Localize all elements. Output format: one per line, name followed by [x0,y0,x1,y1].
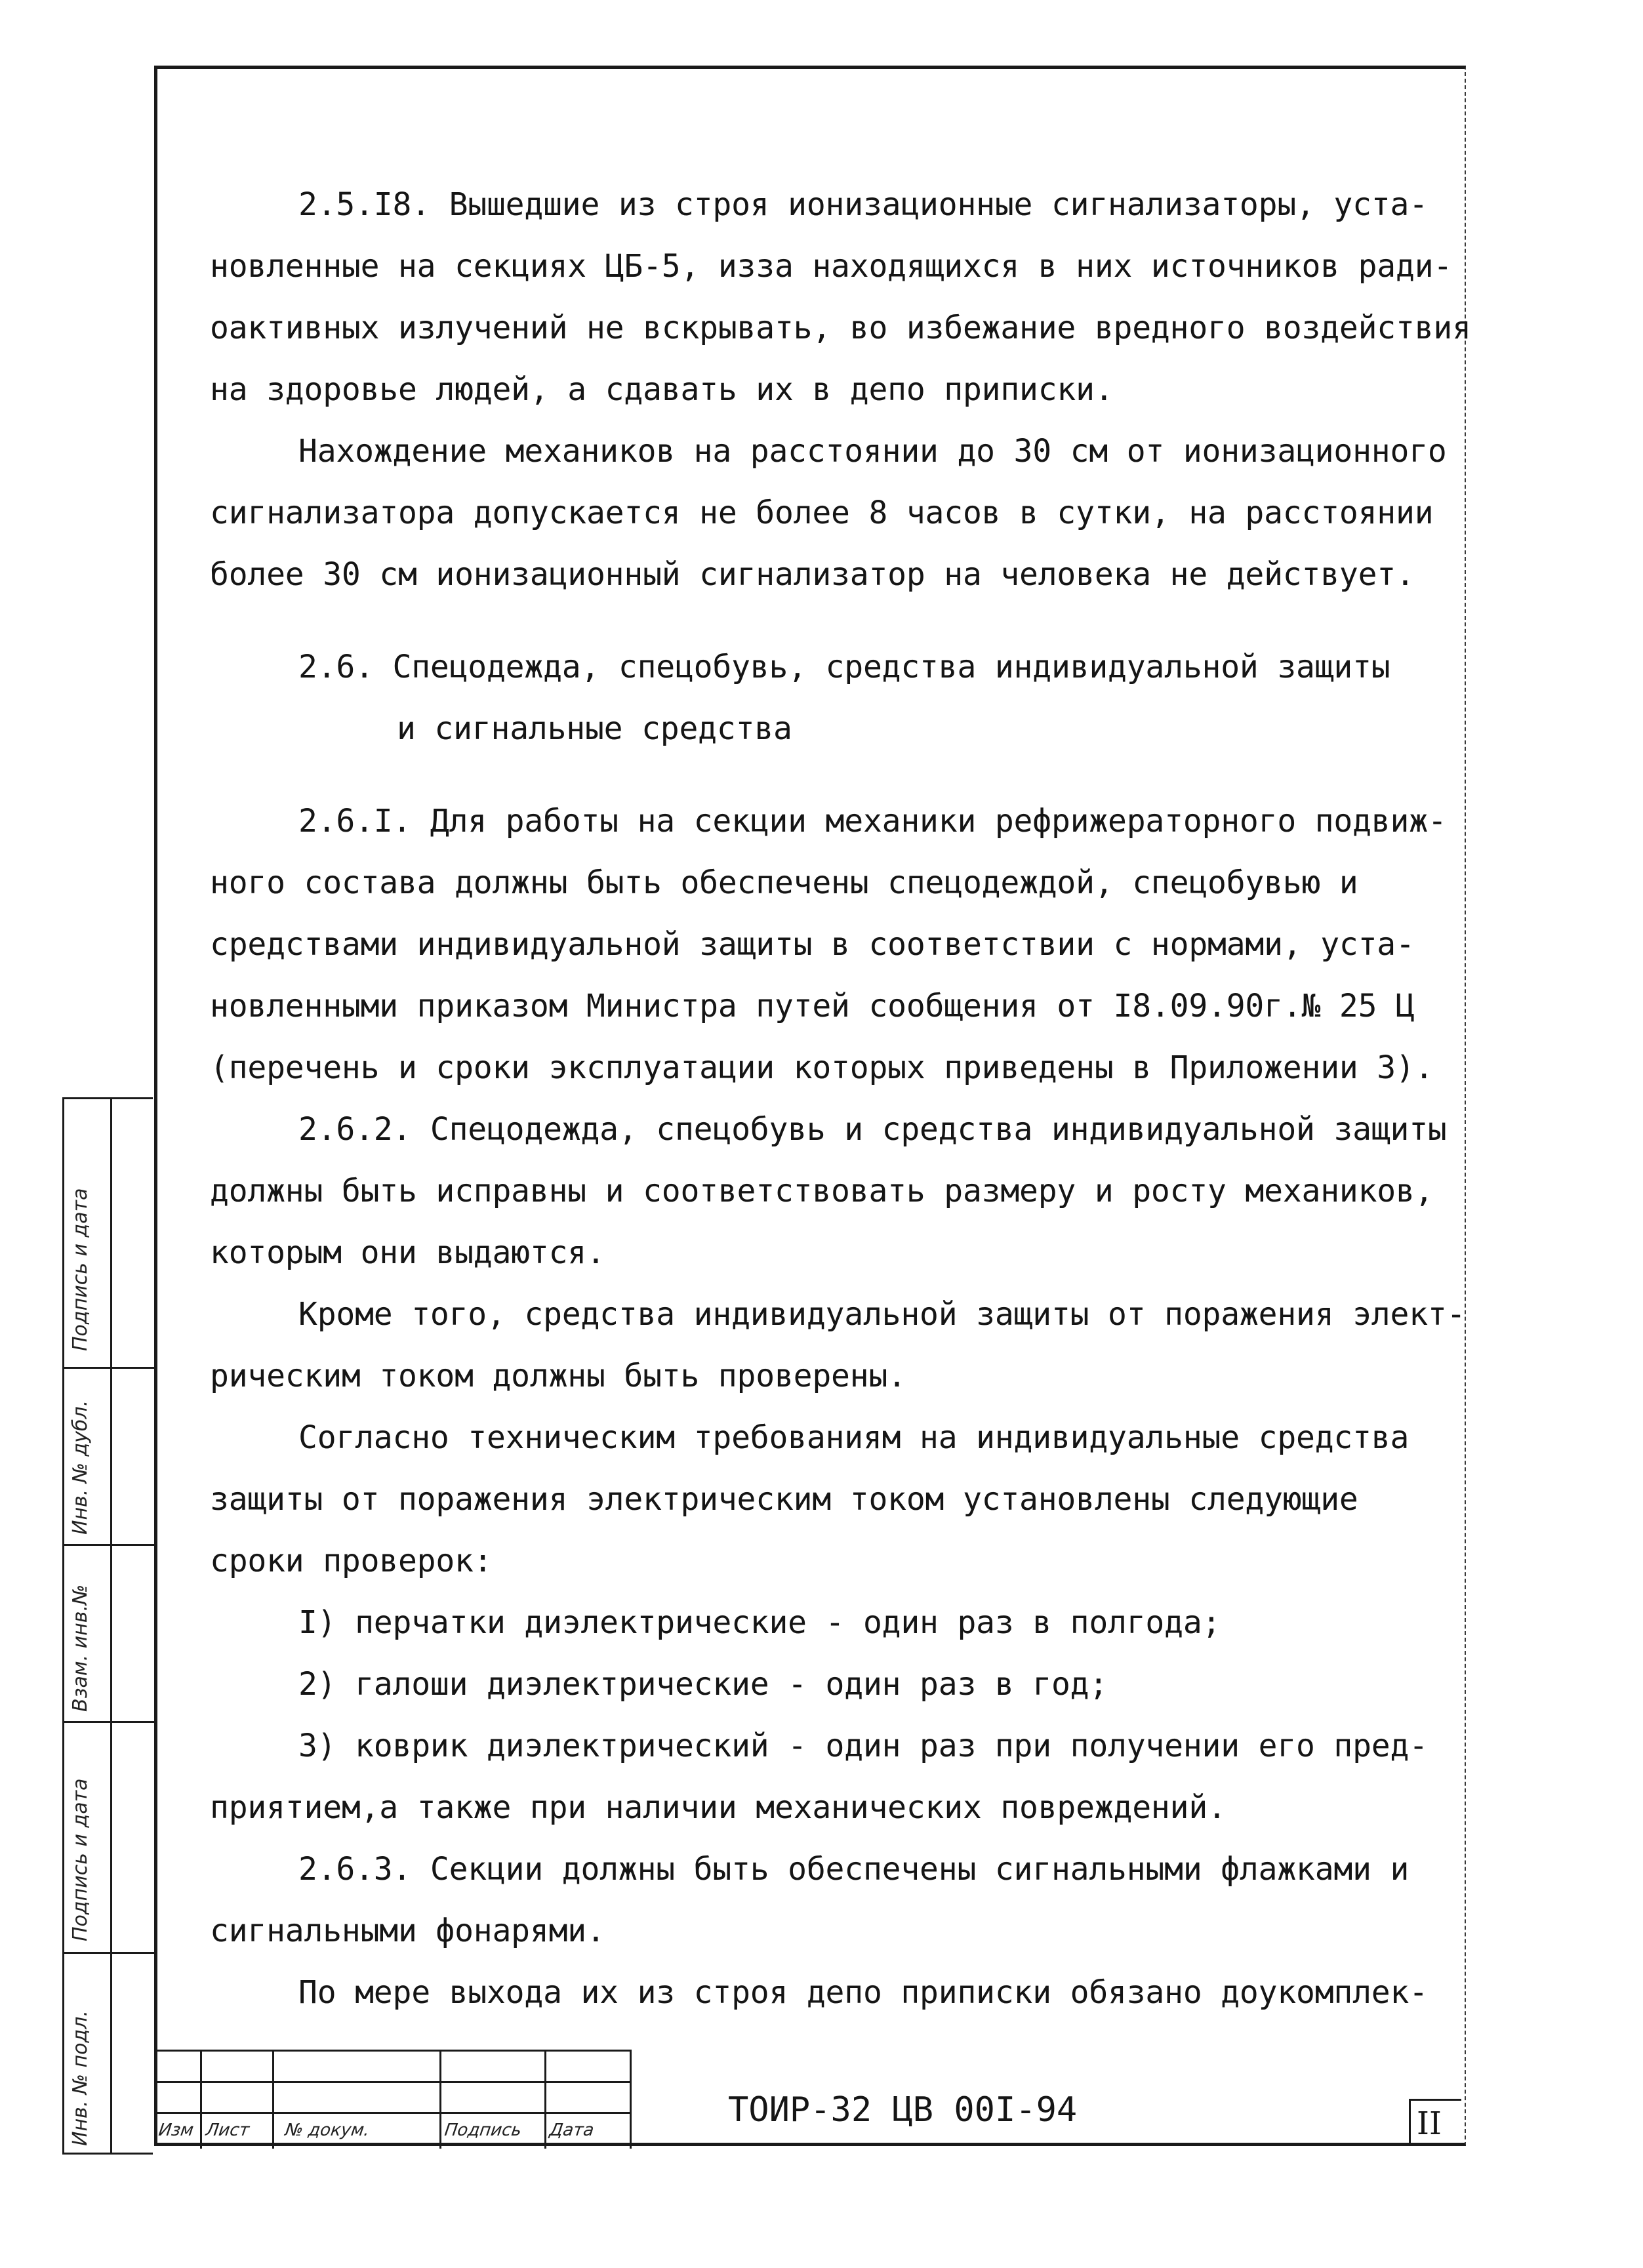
text-line: 2.6.2. Спецодежда, спецобувь и средства индивидуальной защиты [298,1111,1447,1148]
side-stamp-line [64,1721,155,1723]
stamp-col-line [200,2052,202,2149]
side-stamp-line [64,1367,155,1369]
stamp-col-line [439,2052,441,2149]
text-line: сигнальными фонарями. [210,1913,605,1949]
text-line: приятием,а также при наличии механических повреждений. [210,1789,1227,1826]
section-heading: и сигнальные средства [397,710,792,747]
stamp-label-doc-number: № докум. [283,2120,371,2140]
list-item: I) перчатки диэлектрические - один раз в полгода; [298,1604,1221,1641]
text-line: оактивных излучений не вскрывать, во избежание вредного воздействия [210,310,1471,346]
side-stamp-divider [110,1099,112,2153]
text-line: сигнализатора допускается не более 8 часов в сутки, на расстоянии [210,495,1434,531]
text-line: должны быть исправны и соответствовать размеру и росту механиков, [210,1173,1434,1209]
text-line: защиты от поражения электрическим током установлены следующие [210,1481,1358,1518]
text-line: более 30 см ионизационный сигнализатор на человека не действует. [210,556,1415,593]
stamp-col-line [630,2052,632,2149]
stamp-label-change: Изм [157,2120,195,2140]
text-line: новленные на секциях ЦБ-5, изза находящихся в них источников ради- [210,248,1453,285]
list-item: 3) коврик диэлектрический - один раз при получении его пред- [298,1728,1428,1764]
text-line: (перечень и сроки эксплуатации которых приведены в Приложении 3). [210,1049,1434,1086]
stamp-label-sheet: Лист [204,2120,251,2140]
stamp-label-date: Дата [548,2120,596,2140]
text-line: сроки проверок: [210,1543,493,1579]
text-line: которым они выдаются. [210,1234,605,1271]
side-label-signature-date-2: Подпись и дата [69,1188,92,1351]
text-line: новленными приказом Министра путей сообщения от I8.09.90г.№ 25 Ц [210,988,1415,1024]
stamp-label-signature: Подпись [443,2120,523,2140]
text-line: Согласно техническим требованиям на индивидуальные средства [298,1419,1410,1456]
text-line: Кроме того, средства индивидуальной защиты от поражения элект- [298,1296,1466,1333]
section-heading: 2.6. Спецодежда, спецобувь, средства индивидуальной защиты [298,649,1390,685]
text-line: ного состава должны быть обеспечены спецодеждой, спецобувью и [210,864,1358,901]
side-label-signature-date: Подпись и дата [69,1778,92,1941]
text-line: средствами индивидуальной защиты в соответствии с нормами, уста- [210,926,1415,963]
side-label-inv-duplicate: Инв. № дубл. [69,1400,92,1535]
text-line: По мере выхода их из строя депо приписки обязано доукомплек- [298,1974,1428,2011]
text-line: рическим током должны быть проверены. [210,1358,906,1394]
side-label-replacement-inv: Взам. инв.№ [69,1584,92,1712]
side-stamp-line [64,1952,155,1954]
text-line: 2.5.I8. Вышедшие из строя ионизационные сигнализаторы, уста- [298,186,1428,223]
stamp-col-line [272,2052,274,2149]
text-line: Нахождение механиков на расстоянии до 30 см от ионизационного [298,433,1447,470]
stamp-col-line [544,2052,546,2149]
stamp-row-line [157,2112,630,2114]
side-label-inv-original: Инв. № подл. [69,2010,92,2146]
text-line: на здоровье людей, а сдавать их в депо приписки. [210,371,1114,408]
stamp-row-line [157,2081,630,2083]
text-line: 2.6.3. Секции должны быть обеспечены сигнальными флажками и [298,1851,1410,1888]
text-line: 2.6.I. Для работы на секции механики рефрижераторного подвиж- [298,803,1447,840]
document-code: ТОИР-32 ЦВ 00I-94 [728,2090,1078,2130]
body-text [210,174,1471,2023]
sheet-number: II [1417,2105,1442,2142]
list-item: 2) галоши диэлектрические - один раз в год; [298,1666,1108,1703]
side-stamp-line [64,1544,155,1546]
